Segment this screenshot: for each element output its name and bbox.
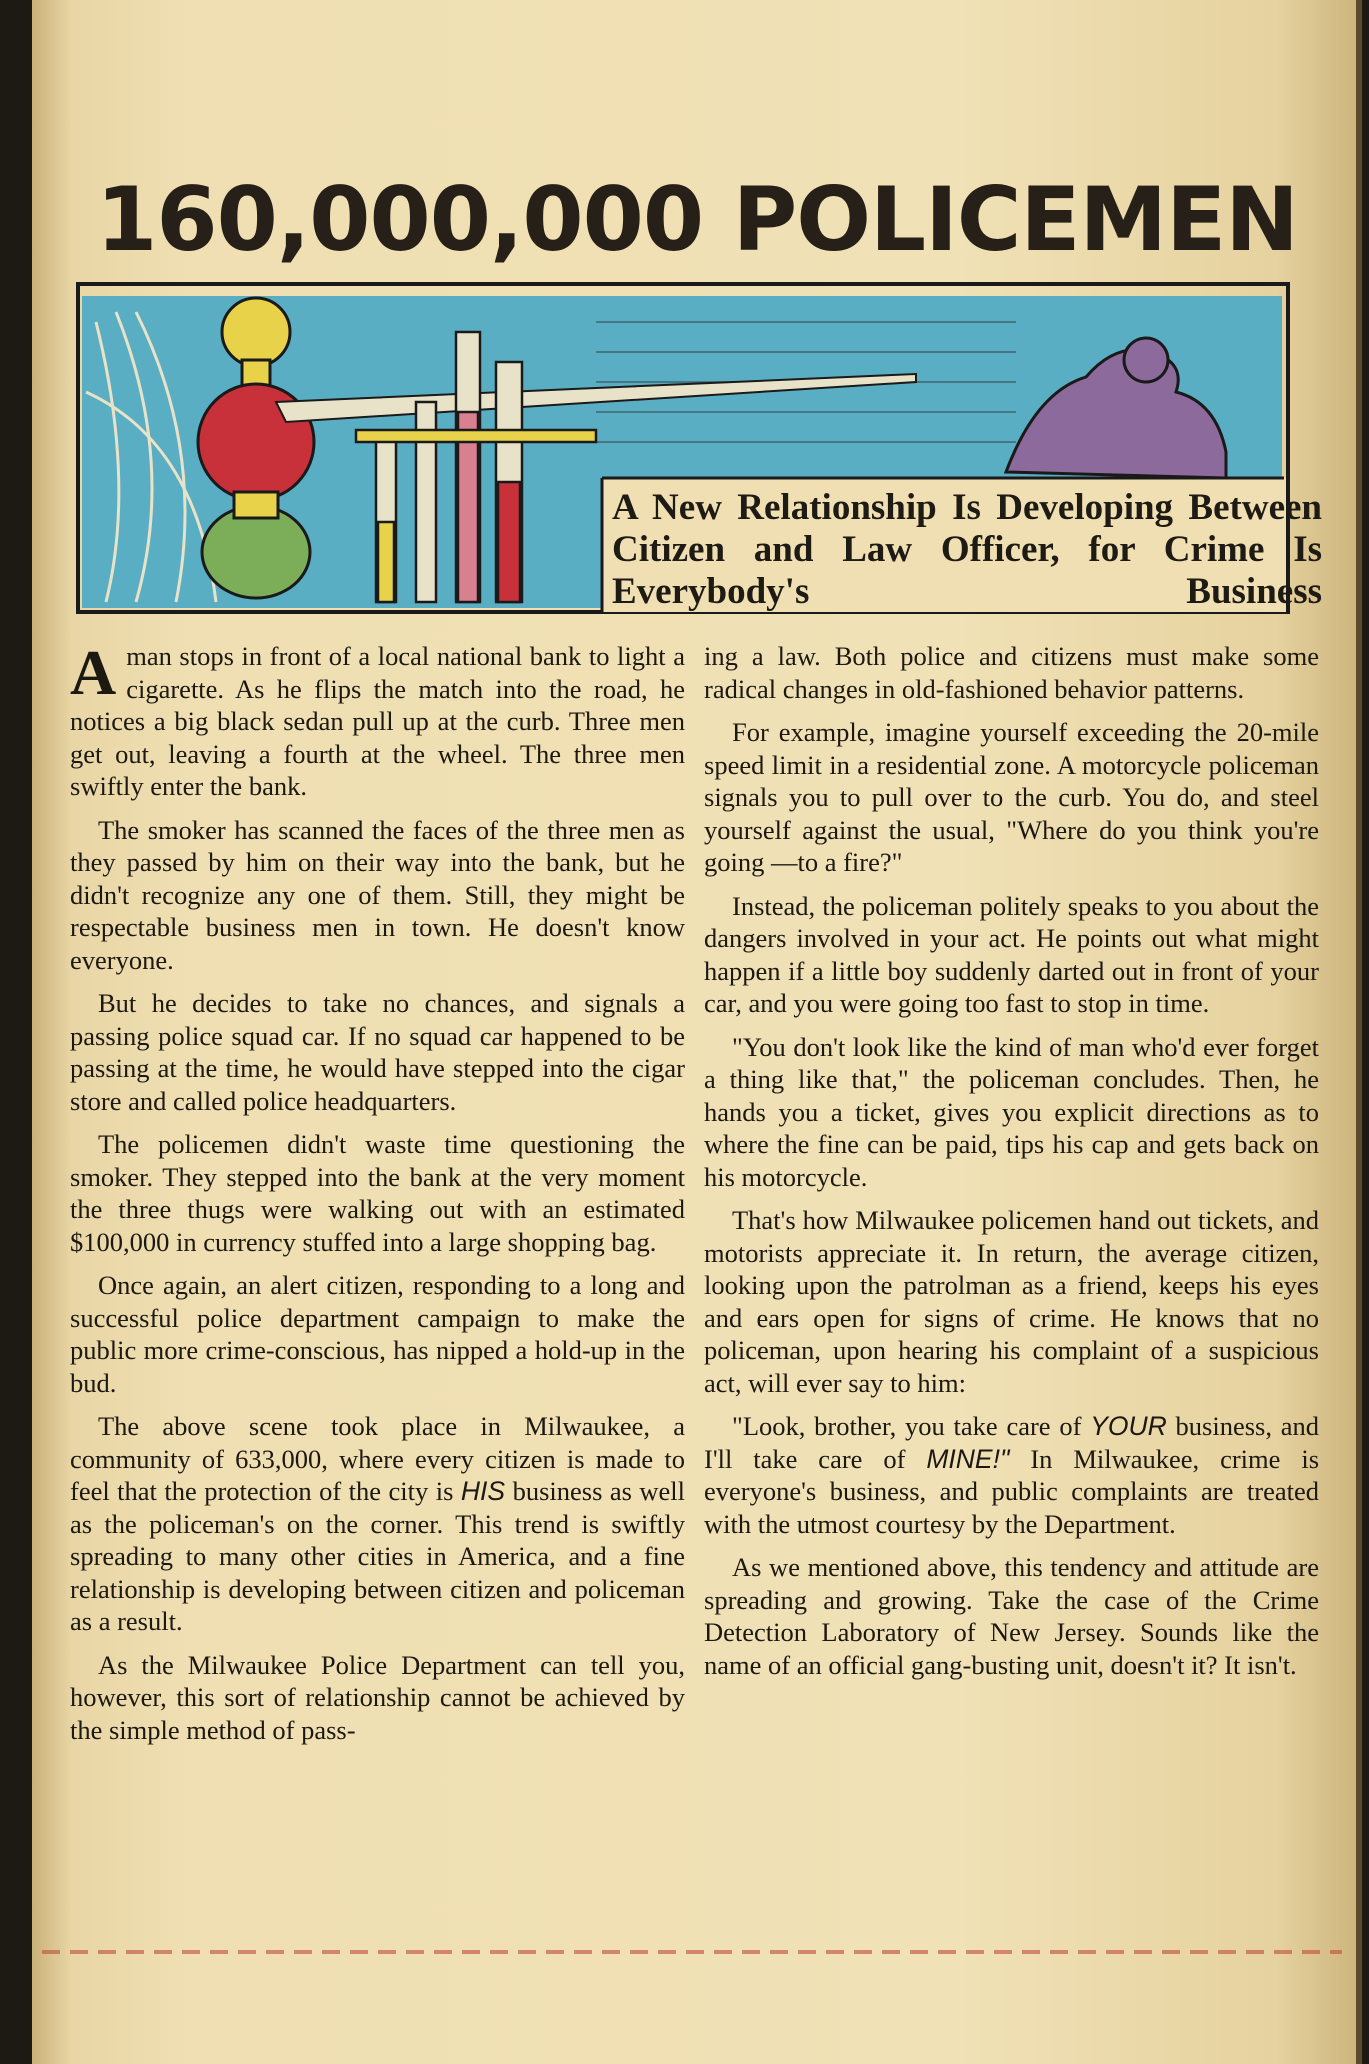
paragraph: As we mentioned above, this tendency and attitude are spreading and growing. Take the case of the Crime Detection Laboratory of New Jersey. Sounds like the name of an official gang-busting unit, doesn't it? It isn't. (704, 1552, 1319, 1680)
paragraph-text: business, and I'll take care of (704, 1411, 1320, 1474)
paragraph-text: "Look, brother, you take care of (732, 1411, 1082, 1441)
emphasis-text: YOUR (1090, 1411, 1167, 1441)
paragraph-text: In Milwaukee, crime is everyone's business, and public complaints are treated with the utmost courtesy by the Department. (704, 1443, 1320, 1539)
paragraph (70, 1410, 685, 1638)
paragraph: "You don't look like the kind of man who'd ever forget a thing like that," the policeman concludes. Then, he hands you a ticket, gives you explicit directions as to where the fine can be paid, tips his cap and gets back on his motorcycle. (704, 1031, 1319, 1192)
column-right (704, 640, 1319, 1692)
emphasis-text: HIS (460, 1476, 506, 1506)
emphasis-text: MINE!" (926, 1443, 1010, 1474)
paragraph: The smoker has scanned the faces of the three men as they passed by him on their way into the bank, but he didn't recognize any one of them. Still, they might be respectable business men in town. He doesn't know everyone. (70, 814, 685, 975)
paragraph-text: man stops in front of a local national bank to light a cigarette. As he flips the match into the road, he notices a big black sedan pull up at the curb. Three men get out, leaving a fourth at the wheel. The three men swiftly enter the bank. (70, 641, 685, 801)
yellow-bulb (222, 298, 290, 366)
paragraph-text: The above scene took place in Milwaukee, a community of 633,000, where every citizen is made to feel that the protection of the city is (70, 1411, 685, 1506)
page-bottom-rule (42, 1950, 1342, 1954)
article-title: 160,000,000 POLICEMEN (96, 168, 1298, 271)
green-flask (202, 506, 310, 598)
paragraph (70, 637, 685, 803)
paragraph: But he decides to take no chances, and signals a passing police squad car. If no squad car happened to be passing at the time, he would have stepped into the cigar store and called police headquarters. (70, 988, 685, 1116)
paragraph: The policemen didn't waste time questioning the smoker. They stepped into the bank at the very moment the three thugs were walking out with an estimated $100,000 in currency stuffed into a large shopping bag. (70, 1129, 685, 1257)
paragraph (704, 1410, 1319, 1540)
paragraph-text: business as well as the policeman's on the corner. This trend is swiftly spreading to many other cities in America, and a fine relationship is developing between citizen and policeman as a result. (70, 1476, 686, 1636)
paragraph: As the Milwaukee Police Department can tell you, however, this sort of relationship cannot be achieved by the simple method of pass- (70, 1649, 685, 1745)
paragraph: ing a law. Both police and citizens must make some radical changes in old-fashioned behavior patterns. (704, 641, 1319, 704)
magazine-page (32, 0, 1362, 2064)
drop-cap: A (70, 637, 117, 708)
paragraph: Once again, an alert citizen, responding to a long and successful police department campaign to make the public more crime-conscious, has nipped a hold-up in the bud. (70, 1270, 685, 1398)
paragraph: Instead, the policeman politely speaks to you about the dangers involved in your act. He points out what might happen if a little boy suddenly darted out in front of your car, and you were going too fast to stop in time. (704, 890, 1319, 1018)
article-subhead: A New Relationship Is Developing Between Citizen and Law Officer, for Crime Is Everybody's Business (612, 487, 1322, 612)
banner-blue-lower (82, 478, 602, 608)
tube-rack (356, 430, 596, 442)
column-left (70, 637, 686, 1757)
paragraph: For example, imagine yourself exceeding the 20-mile speed limit in a residential zone. A motorcycle policeman signals you to pull over to the curb. You do, and steel yourself against the usual, "Where do you think you're going —to a fire?" (704, 717, 1319, 877)
paragraph: That's how Milwaukee policemen hand out tickets, and motorists appreciate it. In return, the average citizen, looking upon the patrolman as a friend, keeps his eyes and ears open for signs of crime. He knows that no policeman, upon hearing his complaint of a suspicious act, will ever say to him: (704, 1205, 1319, 1398)
